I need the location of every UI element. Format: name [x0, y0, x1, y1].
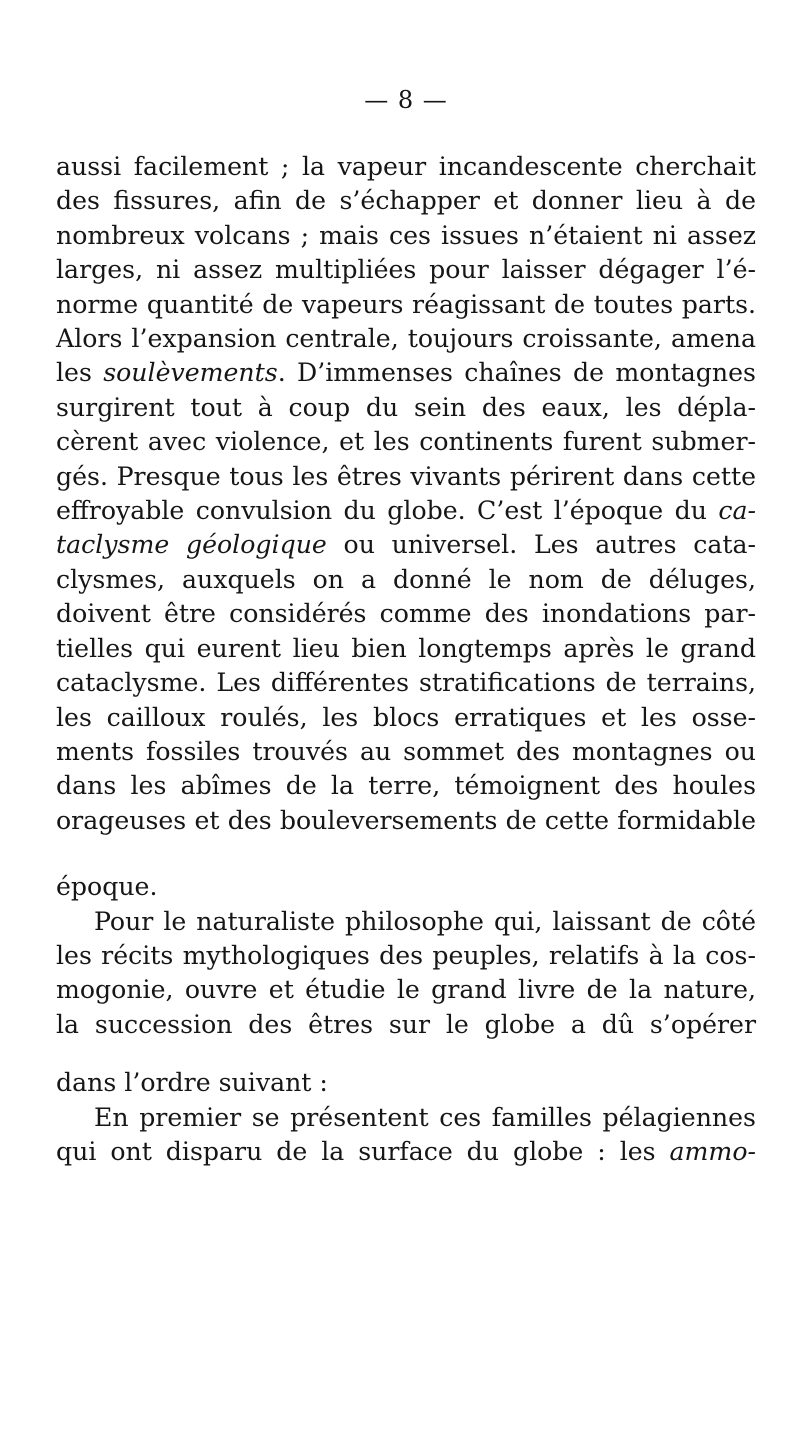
text-line: des fissures, afin de s’échapper et donner lieu à de: [56, 186, 756, 216]
text-run: qui ont disparu de la surface du globe : les: [56, 1136, 670, 1166]
paragraph-naturalist: [56, 870, 756, 1042]
text-line: tielles qui eurent lieu bien longtemps après le grand: [56, 633, 756, 663]
page-number: — 8 —: [364, 86, 448, 114]
text-line: époque.: [56, 872, 158, 902]
paragraph-families: [56, 1066, 756, 1169]
text-line: [56, 356, 756, 390]
text-line: [56, 494, 756, 528]
text-line: gés. Presque tous les êtres vivants périrent dans cette: [56, 461, 756, 491]
text-line: dans l’ordre suivant :: [56, 1068, 328, 1098]
text-line: doivent être considérés comme des inondations par-: [56, 599, 756, 629]
italic-term: ammo-: [669, 1136, 756, 1166]
text-line: cataclysme. Les différentes stratifications de terrains,: [56, 668, 756, 698]
text-line: les cailloux roulés, les blocs erratiques et les osse-: [56, 702, 756, 732]
text-line: orageuses et des bouleversements de cette formidable: [56, 805, 756, 835]
text-line: En premier se présentent ces familles pélagiennes: [94, 1102, 756, 1132]
text-run: . D’immenses chaînes de montagnes: [277, 358, 756, 388]
text-line: norme quantité de vapeurs réagissant de toutes parts.: [56, 289, 756, 319]
italic-term: soulèvements: [103, 358, 278, 388]
italic-term: taclysme géologique: [56, 530, 327, 560]
text-line: [56, 528, 756, 562]
book-page: [56, 86, 756, 1169]
text-line: clysmes, auxquels on a donné le nom de déluges,: [56, 564, 756, 594]
italic-term: ca-: [718, 496, 756, 526]
paragraph-cataclysm: [56, 150, 756, 838]
text-run: ou universel. Les autres cata-: [326, 530, 756, 560]
text-run: les: [56, 358, 104, 388]
text-line: la succession des êtres sur le globe a dû s’opérer: [56, 1009, 756, 1039]
text-line: Alors l’expansion centrale, toujours croissante, amena: [56, 324, 756, 354]
text-line: dans les abîmes de la terre, témoignent des houles: [56, 771, 756, 801]
text-line: surgirent tout à coup du sein des eaux, les dépla-: [56, 392, 756, 422]
text-run: effroyable convulsion du globe. C’est l’époque du: [56, 496, 719, 526]
text-line: [56, 1135, 756, 1169]
text-line: Pour le naturaliste philosophe qui, laissant de côté: [94, 906, 756, 936]
text-line: ments fossiles trouvés au sommet des montagnes ou: [56, 736, 756, 766]
text-line: aussi facilement ; la vapeur incandescente cherchait: [56, 152, 756, 181]
text-line: mogonie, ouvre et étudie le grand livre de la nature,: [56, 975, 756, 1005]
text-line: les récits mythologiques des peuples, relatifs à la cos-: [56, 940, 756, 970]
text-line: cèrent avec violence, et les continents furent submer-: [56, 427, 756, 457]
text-line: nombreux volcans ; mais ces issues n’étaient ni assez: [56, 220, 756, 250]
text-line: larges, ni assez multipliées pour laisser dégager l’é-: [56, 255, 756, 285]
